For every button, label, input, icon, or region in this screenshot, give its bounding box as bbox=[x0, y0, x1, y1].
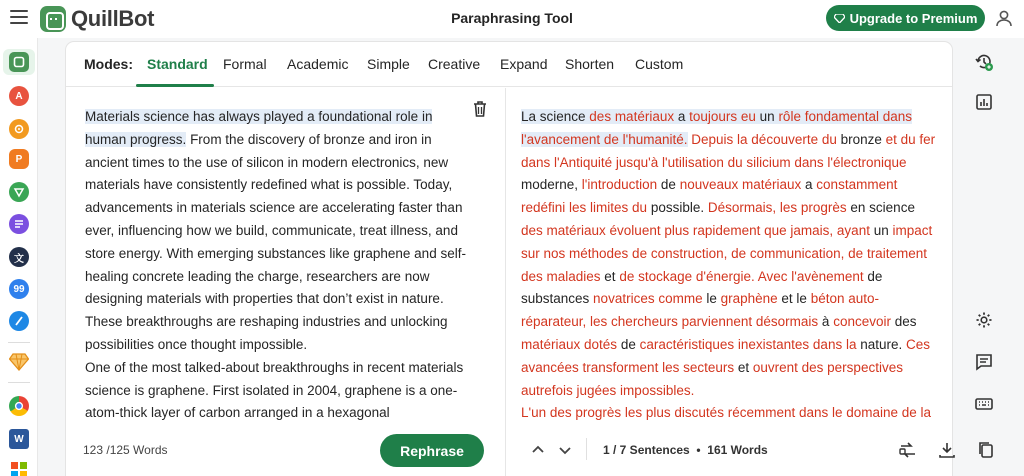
output-word-count: 161 Words bbox=[707, 443, 768, 457]
sidebar-divider bbox=[8, 342, 30, 343]
input-text-rest: From the discovery of bronze and iron in ancient times to the use of silicon in modern electronics, new materials have consistently redefined what is possible. Today, advancements in materials science are accelerating faster than ever, influencing how we build, communicate, treat illness, and store energy. With emerging substances like graphene and self-healing concrete leading the charge, researchers are now designing materials with properties that don’t exist in nature. These breakthroughs are reshaping industries and unlocking possibilities once thought impossible. bbox=[85, 131, 466, 352]
unchanged-phrase: un bbox=[869, 222, 893, 238]
unchanged-phrase: de bbox=[657, 177, 680, 193]
tab-standard[interactable]: Standard bbox=[147, 56, 208, 72]
changed-phrase[interactable]: rôle fondamental dans l'avancement de l'humanité. bbox=[521, 109, 913, 147]
summarizer-icon[interactable] bbox=[9, 214, 29, 234]
input-word-count: 123 /125 Words bbox=[83, 443, 168, 457]
output-text[interactable] bbox=[521, 106, 937, 421]
trash-icon[interactable] bbox=[471, 99, 489, 119]
changed-phrase[interactable]: toujours eu bbox=[689, 109, 756, 124]
user-icon[interactable] bbox=[994, 8, 1014, 28]
keyboard-icon[interactable] bbox=[974, 394, 994, 414]
active-tab-underline bbox=[136, 84, 214, 87]
changed-phrase[interactable]: l'introduction bbox=[581, 177, 658, 193]
changed-phrase[interactable]: de stockage d'énergie. Avec l'avènement bbox=[619, 268, 864, 284]
upgrade-label: Upgrade to Premium bbox=[849, 10, 978, 26]
changed-phrase[interactable]: caractéristiques inexistantes dans la bbox=[639, 336, 857, 352]
upgrade-button[interactable] bbox=[826, 5, 985, 31]
quillbot-flow-icon[interactable] bbox=[9, 311, 29, 331]
unchanged-phrase: le bbox=[702, 291, 721, 307]
sidebar-divider bbox=[8, 382, 30, 383]
unchanged-phrase: à bbox=[818, 314, 834, 330]
plagiarism-checker-icon[interactable]: P bbox=[9, 149, 29, 169]
tab-formal[interactable]: Formal bbox=[223, 56, 267, 72]
unchanged-phrase: de bbox=[617, 336, 640, 352]
input-paragraph: One of the most talked-about breakthroughs in recent materials science is graphene. First isolated in 2004, graphene is a one-atom-thick layer of carbon arranged in a hexagonal bbox=[85, 359, 464, 421]
changed-phrase[interactable]: des matériaux évoluent plus rapidement que jamais, ayant bbox=[521, 222, 870, 238]
input-paragraph bbox=[85, 106, 471, 357]
ai-detector-icon[interactable] bbox=[9, 119, 29, 139]
unchanged-phrase: et bbox=[600, 268, 620, 284]
highlighted-sentence: Materials science has always played a foundational role in human progress. bbox=[85, 109, 433, 147]
output-footer bbox=[506, 430, 952, 476]
output-paragraph: L'un des progrès les plus discutés récemment dans le domaine de la bbox=[521, 405, 932, 421]
tab-creative[interactable]: Creative bbox=[428, 56, 481, 72]
tab-academic[interactable]: Academic bbox=[287, 56, 349, 72]
unchanged-phrase: des bbox=[890, 314, 917, 330]
changed-phrase[interactable]: ouvrent des perspectives autrefois jugées impossibles. bbox=[521, 359, 903, 398]
changed-phrase[interactable]: nouveaux matériaux bbox=[679, 177, 802, 193]
paraphraser-icon[interactable] bbox=[9, 52, 29, 72]
chrome-extension-icon[interactable] bbox=[9, 396, 29, 416]
right-toolbar bbox=[958, 38, 1024, 476]
unchanged-phrase: et le bbox=[777, 291, 811, 307]
translator-icon[interactable]: 文 bbox=[9, 247, 29, 267]
premium-diamond-icon[interactable] bbox=[9, 352, 29, 372]
unchanged-phrase: un bbox=[755, 109, 779, 124]
paraphraser-panel bbox=[66, 42, 952, 476]
ai-humanizer-icon[interactable] bbox=[9, 182, 29, 202]
unchanged-phrase: et bbox=[734, 359, 753, 375]
unchanged-phrase: bronze bbox=[836, 131, 886, 147]
word-addin-icon[interactable]: W bbox=[9, 429, 29, 449]
quillbot-logo-icon bbox=[40, 6, 66, 32]
rephrase-button[interactable]: Rephrase bbox=[380, 434, 484, 467]
changed-phrase[interactable]: matériaux dotés bbox=[521, 336, 618, 352]
chevron-up-icon[interactable] bbox=[530, 442, 546, 458]
unchanged-phrase: a bbox=[801, 177, 817, 193]
grammar-checker-icon[interactable]: A bbox=[9, 86, 29, 106]
changed-phrase[interactable]: Depuis la découverte du bbox=[687, 131, 837, 147]
changed-phrase[interactable]: impact sur nos méthodes de construction, de communication, de traitement des maladies bbox=[521, 222, 933, 284]
tab-shorten[interactable]: Shorten bbox=[565, 56, 615, 72]
diamond-icon bbox=[834, 14, 844, 22]
feedback-icon[interactable] bbox=[974, 352, 994, 372]
unchanged-phrase: nature. bbox=[856, 336, 906, 352]
changed-phrase[interactable]: Ces avancées transforment les secteurs bbox=[521, 336, 931, 375]
tab-expand[interactable]: Expand bbox=[500, 56, 548, 72]
changed-phrase[interactable]: béton auto-réparateur, les chercheurs parviennent désormais bbox=[521, 291, 880, 330]
windows-app-icon[interactable] bbox=[9, 460, 29, 476]
modes-bar bbox=[66, 42, 952, 87]
changed-phrase[interactable]: graphène bbox=[720, 291, 778, 307]
citation-generator-icon[interactable]: 99 bbox=[9, 279, 29, 299]
unchanged-phrase: La science bbox=[521, 109, 590, 124]
settings-icon[interactable] bbox=[974, 310, 994, 330]
tab-simple[interactable]: Simple bbox=[367, 56, 410, 72]
statistics-icon[interactable] bbox=[974, 92, 994, 112]
input-textarea[interactable] bbox=[85, 106, 471, 421]
output-text-rest bbox=[521, 132, 935, 398]
brand-name: QuillBot bbox=[71, 6, 155, 31]
changed-phrase[interactable]: Désormais, les progrès bbox=[707, 200, 847, 216]
pane-divider bbox=[505, 88, 506, 476]
sentence-count: 1 / 7 Sentences bbox=[603, 443, 690, 457]
output-paragraph bbox=[521, 106, 937, 402]
changed-phrase[interactable]: concevoir bbox=[833, 314, 891, 330]
unchanged-phrase: moderne, bbox=[521, 177, 582, 193]
unchanged-phrase: de substances bbox=[521, 268, 883, 307]
changed-phrase[interactable]: et du fer dans l'Antiquité jusqu'à l'utilisation du silicium dans l'électronique bbox=[521, 131, 936, 170]
compare-modes-icon[interactable] bbox=[898, 440, 918, 460]
changed-phrase[interactable]: des matériaux bbox=[589, 109, 675, 124]
quillbot-logo[interactable] bbox=[40, 5, 154, 33]
menu-icon[interactable] bbox=[10, 10, 28, 24]
download-icon[interactable] bbox=[937, 440, 957, 460]
sentence-counter: 1 / 7 Sentences • 161 Words bbox=[603, 443, 768, 457]
top-bar bbox=[0, 0, 1024, 38]
changed-phrase[interactable]: constamment redéfini les limites du bbox=[521, 177, 898, 216]
unchanged-phrase: en science bbox=[846, 200, 915, 216]
page-title: Paraphrasing Tool bbox=[451, 10, 573, 26]
history-icon[interactable] bbox=[974, 52, 994, 72]
changed-phrase[interactable]: novatrices comme bbox=[593, 291, 703, 307]
footer-divider bbox=[586, 438, 587, 460]
unchanged-phrase: a bbox=[674, 109, 690, 124]
tools-sidebar bbox=[0, 38, 38, 476]
unchanged-phrase: possible. bbox=[647, 200, 708, 216]
chevron-down-icon[interactable] bbox=[557, 442, 573, 458]
modes-label: Modes: bbox=[84, 56, 133, 72]
tab-custom[interactable]: Custom bbox=[635, 56, 684, 72]
